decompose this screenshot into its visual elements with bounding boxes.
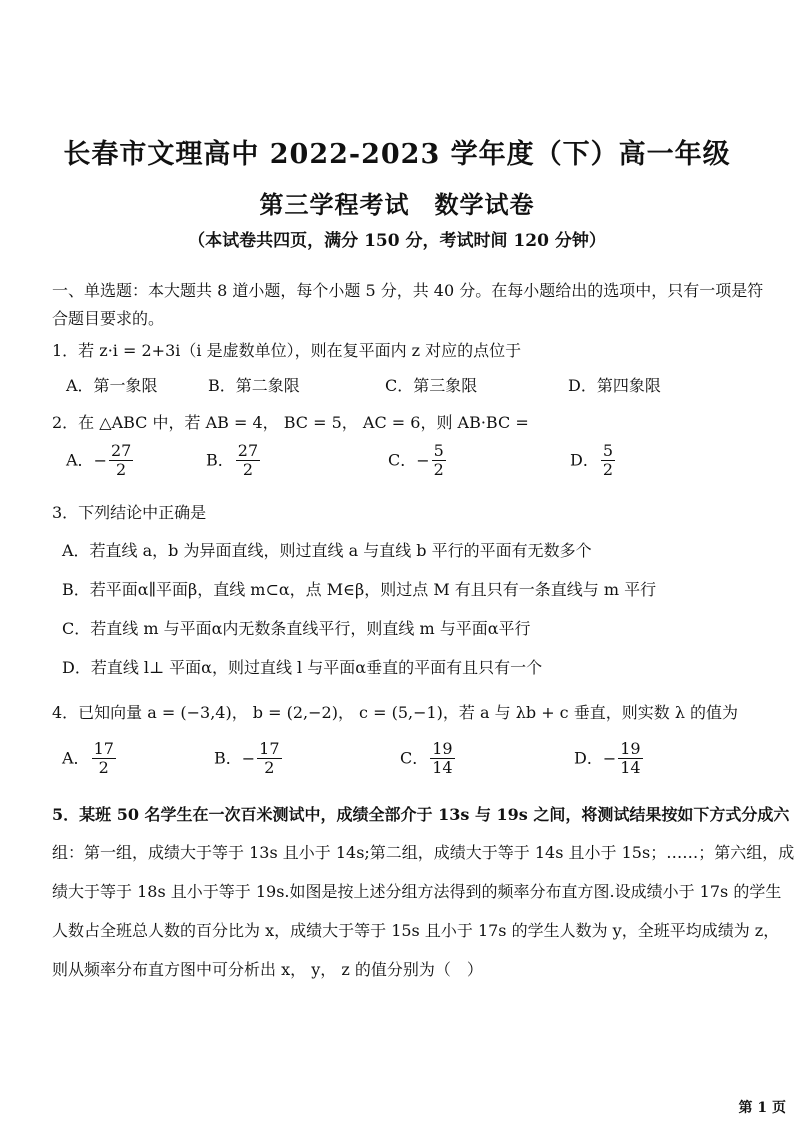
question-5-line-3: 绩大于等于 18s 且小于等于 19s.如图是按上述分组方法得到的频率分布直方图.设成绩小于 17s 的学生 [52,882,782,901]
question-2-option-d: D． $\frac{5}{2}$ [570,441,614,480]
question-5-line-4: 人数占全班总人数的百分比为 x，成绩大于等于 15s 且小于 17s 的学生人数为 y，全班平均成绩为 z， [52,921,780,940]
question-4-option-b: B．− $\frac{17}{2}$ [214,739,280,778]
question-4-option-d: D．− $\frac{19}{14}$ [574,739,641,778]
section-heading-line1: 一、单选题：本大题共 8 道小题，每个小题 5 分，共 40 分。在每小题给出的选项中，只有一项是符 [52,281,764,300]
question-3-option-d: D．若直线 l⊥ 平面α，则过直线 l 与平面α垂直的平面有且只有一个 [62,658,543,677]
question-2-stem: 2．在 △ABC 中，若 AB = 4， BC = 5， AC = 6，则 AB·BC = [52,413,529,432]
question-4-option-c: C． $\frac{19}{14}$ [400,739,453,778]
question-5-line-2: 组：第一组，成绩大于等于 13s 且小于 14s;第二组，成绩大于等于 14s 且小于 15s；……；第六组，成 [52,843,794,862]
question-1-stem: 1．若 z·i = 2+3i（i 是虚数单位），则在复平面内 z 对应的点位于 [52,341,522,360]
question-1-option-d: D．第四象限 [568,376,661,395]
question-3-option-a: A．若直线 a，b 为异面直线，则过直线 a 与直线 b 平行的平面有无数多个 [62,541,592,560]
question-1-option-c: C．第三象限 [385,376,478,395]
question-3-stem: 3．下列结论中正确是 [52,503,207,522]
question-4-option-a: A． $\frac{17}{2}$ [62,739,114,778]
question-1-option-b: B．第二象限 [208,376,300,395]
question-3-option-c: C．若直线 m 与平面α内无数条直线平行，则直线 m 与平面α平行 [62,619,531,638]
question-4-stem: 4．已知向量 a = (−3,4)， b = (2,−2)， c = (5,−1)，若 a 与 λb + c 垂直，则实数 λ 的值为 [52,703,739,722]
exam-title: 长春市文理高中 2022-2023 学年度（下）高一年级 [63,139,731,170]
question-2-option-b: B． $\frac{27}{2}$ [206,441,259,480]
question-2-option-c: C．− $\frac{5}{2}$ [388,441,444,480]
exam-subtitle: 第三学程考试 数学试卷 [259,190,535,219]
question-1-option-a: A．第一象限 [66,376,158,395]
question-2-option-a: A．− $\frac{27}{2}$ [66,441,132,480]
section-heading-line2: 合题目要求的。 [52,309,165,328]
exam-note: （本试卷共四页，满分 150 分，考试时间 120 分钟） [188,231,606,251]
question-5-line-5: 则从频率分布直方图中可分析出 x， y， z 的值分别为（ ） [52,960,483,979]
question-5-line-1: 5．某班 50 名学生在一次百米测试中，成绩全部介于 13s 与 19s 之间，将测试结果按如下方式分成六 [52,805,790,824]
question-3-option-b: B．若平面α∥平面β，直线 m⊂α，点 M∈β，则过点 M 有且只有一条直线与 m 平行 [62,580,657,599]
page-number: 第 1 页 [738,1100,786,1116]
